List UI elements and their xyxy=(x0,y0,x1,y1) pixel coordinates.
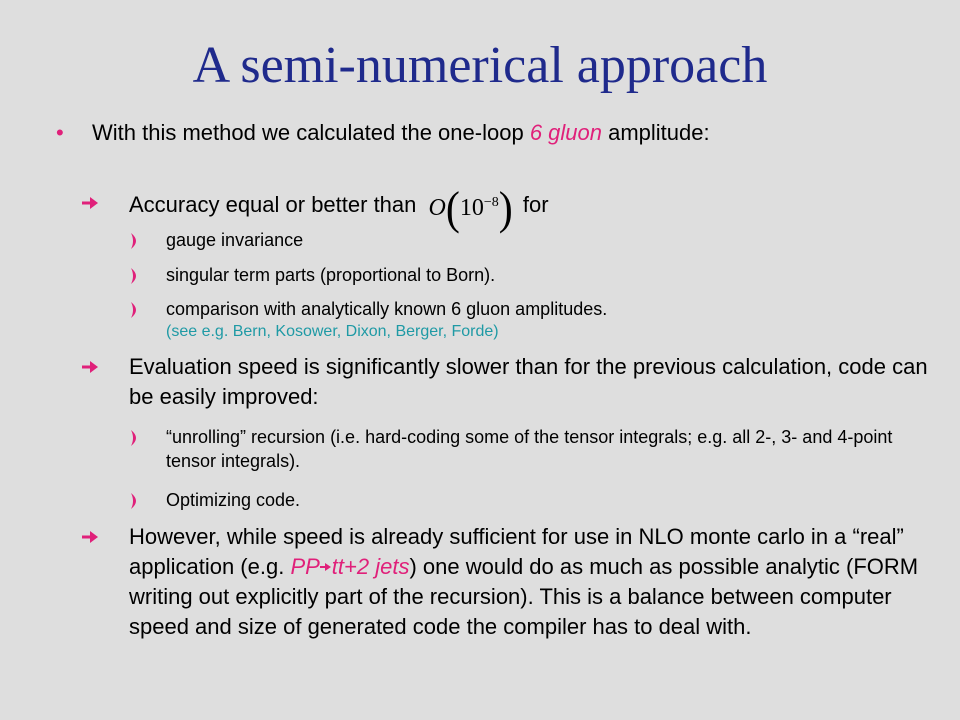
inline-right-arrow-icon xyxy=(320,560,332,574)
accuracy-text-after: for xyxy=(522,192,549,218)
pp-highlight: PP xyxy=(290,554,320,579)
main-bullet-text-before: With this method we calculated the one-loop xyxy=(92,120,530,145)
slide-title: A semi-numerical approach xyxy=(192,37,768,94)
arrowhead-icon xyxy=(128,301,144,319)
accuracy-item-text: gauge invariance xyxy=(166,230,304,250)
however-text xyxy=(129,522,929,642)
however-text-after: ) one would do as much as possible analytic (FORM writing out explicitly part of the recursion). This is a balance between computer speed and size of generated code the compiler has to deal with. xyxy=(129,554,919,639)
accuracy-text-before: Accuracy equal or better than xyxy=(129,192,417,218)
accuracy-item-text: singular term parts (proportional to Born). xyxy=(166,265,496,285)
formula-base: 10 xyxy=(459,195,484,221)
speed-item-text: Optimizing code. xyxy=(166,490,301,510)
arrowhead-icon xyxy=(128,492,144,510)
formula-right-paren: ) xyxy=(498,184,513,235)
right-arrow-icon xyxy=(80,188,120,218)
arrowhead-icon xyxy=(128,429,144,447)
main-bullet-text-after: amplitude: xyxy=(602,120,710,145)
accuracy-item-text-main: comparison with analytically known 6 gluon amplitudes. xyxy=(166,299,608,319)
arrowhead-icon xyxy=(128,267,144,285)
six-gluon-highlight: 6 gluon xyxy=(529,120,602,145)
main-bullet xyxy=(56,118,936,148)
accuracy-text xyxy=(129,184,929,235)
main-bullet-text xyxy=(92,118,936,148)
formula-o: O xyxy=(428,195,446,221)
however-text-before: However, while speed is already sufficient for use in NLO monte carlo in a “real” application (e.g. xyxy=(129,524,904,579)
right-arrow-icon xyxy=(80,522,120,552)
speed-item-text: “unrolling” recursion (i.e. hard-coding some of the tensor integrals; e.g. all 2-, 3- and 4-point tensor integrals). xyxy=(166,427,893,471)
accuracy-item-text xyxy=(166,297,926,343)
reference-text: (see e.g. Bern, Kosower, Dixon, Berger, Forde) xyxy=(166,323,499,340)
formula-left-paren: ( xyxy=(445,184,460,235)
tt-jets-highlight: tt+2 jets xyxy=(331,554,410,579)
formula-exponent: −8 xyxy=(483,195,499,210)
right-arrow-icon xyxy=(80,352,120,382)
arrowhead-icon xyxy=(128,232,144,250)
bullet-dot-icon: • xyxy=(56,120,64,145)
speed-text: Evaluation speed is significantly slower than for the previous calculation, code can be easily improved: xyxy=(129,354,928,409)
accuracy-formula xyxy=(428,184,513,235)
